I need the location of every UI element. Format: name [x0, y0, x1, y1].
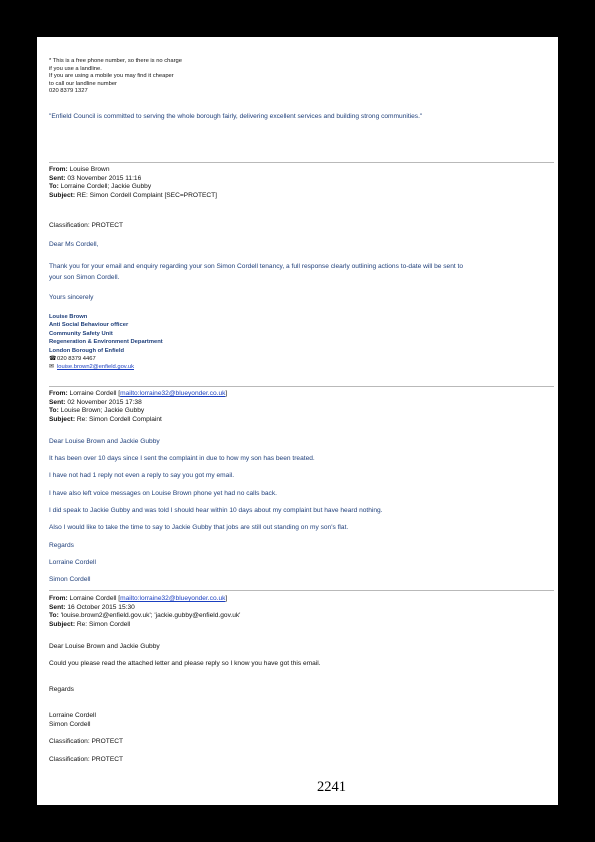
to-value: Lorraine Cordell; Jackie Gubby — [60, 183, 152, 191]
from-label: From: — [49, 390, 68, 397]
greeting: Dear Ms Cordell, — [49, 241, 99, 248]
subject-label: Subject: — [49, 620, 76, 628]
sender-name: Lorraine Cordell — [49, 712, 96, 719]
to-label: To: — [49, 183, 59, 191]
signature-email-link[interactable]: louise.brown2@enfield.gov.uk — [57, 364, 134, 371]
from-value: Louise Brown — [69, 166, 110, 173]
from-value: Lorraine Cordell [ — [69, 390, 121, 397]
sent-value: 16 October 2015 15:30 — [67, 603, 135, 611]
signature-organisation: London Borough of Enfield — [49, 347, 125, 354]
divider — [49, 590, 554, 591]
envelope-icon: ✉ — [49, 364, 55, 371]
from-value: Lorraine Cordell [ — [69, 595, 121, 602]
from-bracket: ] — [225, 595, 228, 602]
note-line: to call our landline number — [49, 80, 117, 87]
subject-value: Re: Simon Cordell — [76, 620, 131, 628]
signature-name: Louise Brown — [49, 314, 88, 320]
note-line: * This is a free phone number, so there is no charge — [49, 58, 182, 64]
subject-value: RE: Simon Cordell Complaint [SEC=PROTECT] — [76, 191, 218, 199]
signature-block — [49, 313, 163, 372]
sender-name: Simon Cordell — [49, 721, 91, 728]
signature-department: Regeneration & Environment Department — [49, 339, 163, 346]
phone-icon: ☎ — [49, 356, 57, 363]
to-label: To: — [49, 612, 59, 620]
page-number: 2241 — [317, 779, 346, 795]
freephone-note — [49, 58, 182, 96]
email1-header — [49, 166, 217, 200]
from-label: From: — [49, 595, 68, 602]
note-line: if you use a landline. — [49, 65, 102, 72]
greeting: Dear Louise Brown and Jackie Gubby — [49, 643, 160, 650]
to-label: To: — [49, 407, 59, 415]
greeting: Dear Louise Brown and Jackie Gubby — [49, 438, 160, 445]
signature-unit: Community Safety Unit — [49, 330, 113, 337]
to-value: Louise Brown; Jackie Gubby — [60, 407, 145, 415]
subject-label: Subject: — [49, 415, 76, 423]
from-label: From: — [49, 166, 68, 173]
classification: Classification: PROTECT — [49, 738, 124, 745]
signature-phone: 020 8379 4467 — [57, 356, 96, 363]
divider — [49, 386, 554, 387]
from-mailto-link[interactable]: mailto:lorraine32@blueyonder.co.uk — [120, 595, 226, 602]
paragraph: I have also left voice messages on Louise Brown phone yet had no calls back. — [49, 490, 277, 497]
to-value: 'louise.brown2@enfield.gov.uk'; 'jackie.gubby@enfield.gov.uk' — [60, 612, 241, 620]
paragraph: Also I would like to take the time to say to Jackie Gubby that jobs are still out standing on my son's flat. — [49, 524, 349, 531]
subject-label: Subject: — [49, 191, 76, 199]
sender-name: Simon Cordell — [49, 576, 91, 583]
sent-label: Sent: — [49, 174, 66, 182]
classification: Classification: PROTECT — [49, 222, 124, 229]
paragraph: I have not had 1 reply not even a reply to say you got my email. — [49, 472, 235, 479]
email3-header — [49, 595, 240, 629]
body-line: Thank you for your email and enquiry regarding your son Simon Cordell tenancy, a full response clearly outlining actions to-date will be sent to — [49, 263, 464, 270]
closing: Yours sincerely — [49, 294, 94, 301]
council-tagline: "Enfield Council is committed to serving the whole borough fairly, delivering excellent services and building strong communities." — [49, 113, 423, 120]
from-bracket: ] — [225, 390, 228, 397]
paragraph: I did speak to Jackie Gubby and was told I should hear within 10 days about my complaint but have heard nothing. — [49, 507, 383, 514]
document-page — [37, 37, 558, 805]
sent-label: Sent: — [49, 398, 66, 406]
classification: Classification: PROTECT — [49, 756, 124, 763]
paragraph: Could you please read the attached letter and please reply so I know you have got this email. — [49, 660, 321, 667]
note-line: If you are using a mobile you may find it cheaper — [49, 73, 174, 80]
signature-title: Anti Social Behaviour officer — [49, 322, 129, 329]
from-mailto-link[interactable]: mailto:lorraine32@blueyonder.co.uk — [120, 390, 226, 397]
sent-label: Sent: — [49, 603, 66, 611]
sent-value: 03 November 2015 11:16 — [67, 174, 142, 182]
regards: Regards — [49, 542, 74, 549]
divider — [49, 162, 554, 163]
subject-value: Re: Simon Cordell Complaint — [76, 415, 162, 423]
body-line: your son Simon Cordell. — [49, 274, 120, 281]
email2-header — [49, 390, 227, 424]
sender-name: Lorraine Cordell — [49, 559, 96, 566]
note-line: 020 8379 1327 — [49, 88, 88, 95]
sent-value: 02 November 2015 17:38 — [67, 398, 142, 406]
paragraph: It has been over 10 days since I sent the complaint in due to how my son has been treated. — [49, 455, 315, 462]
regards: Regards — [49, 686, 74, 693]
